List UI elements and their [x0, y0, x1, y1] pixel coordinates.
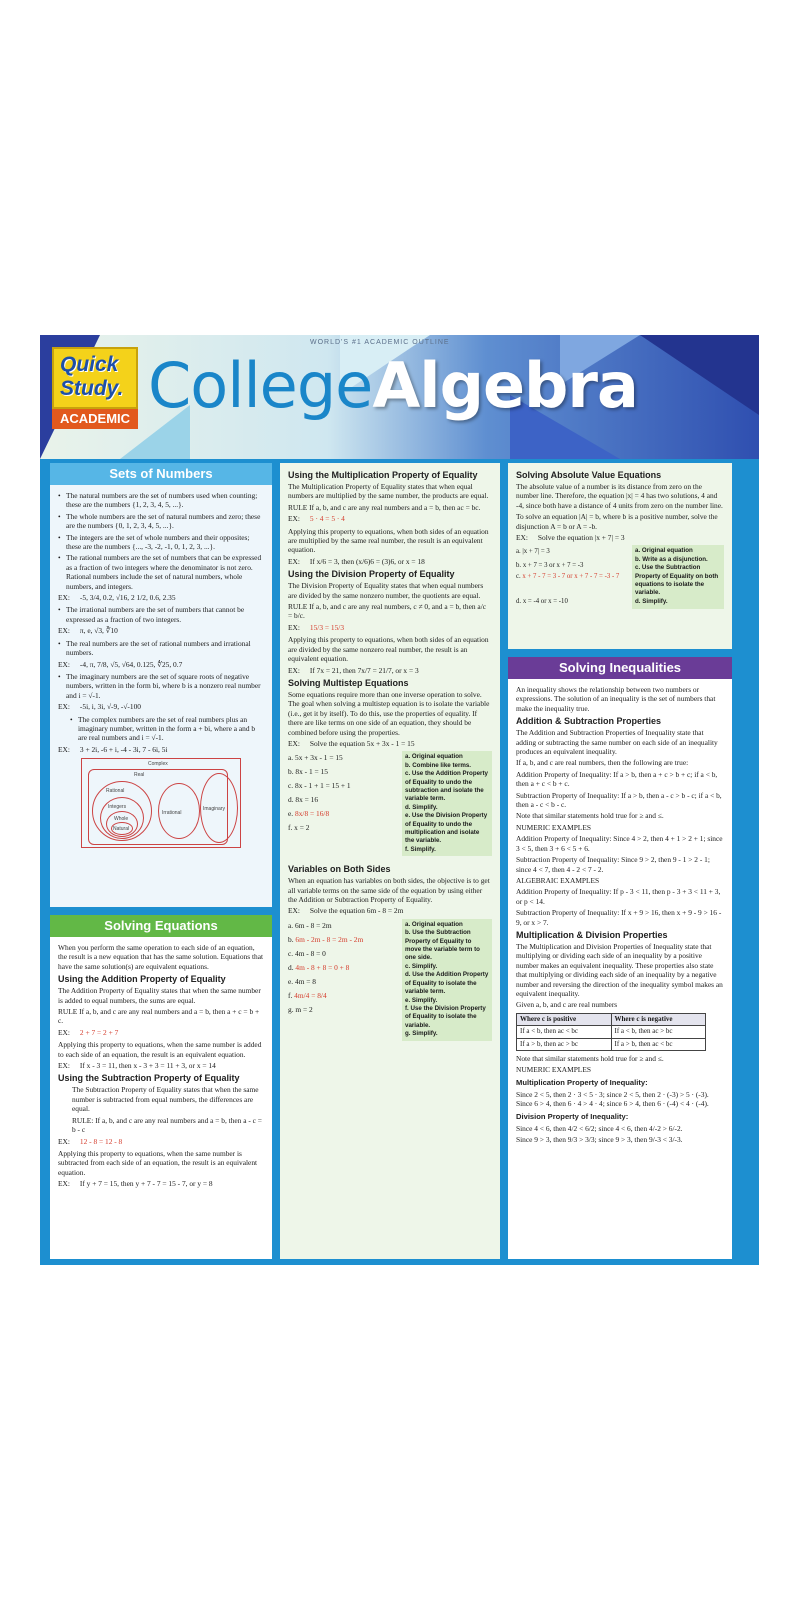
multiplication-examples: Since 2 < 5, then 2 · 3 < 5 · 3; since 2 < 5, then 2 · (-3) > 5 · (-3). Since 6 > 4, then 6 · 4 > 4 · 4; since 6 > 4, then 6 · (-4) < 4 · (-4).	[516, 1089, 709, 1109]
step-row: g. m = 2	[288, 1004, 313, 1014]
algebraic-examples-label: ALGEBRAIC EXAMPLES	[516, 875, 600, 885]
sets-of-numbers-panel	[50, 463, 272, 907]
number-sets-venn-diagram	[81, 758, 241, 848]
step-row: e. 4m = 8	[288, 976, 317, 986]
step-row: d. 8x = 16	[288, 795, 319, 805]
both-sides-text: When an equation has variables on both sides, the objective is to get all variable terms on the same side of the equation by using either the Addition or Subtraction Property of Equality.	[288, 876, 490, 905]
step-row: a. |x + 7| = 3	[516, 548, 550, 556]
division-rule: RULE If a, b, and c are any real numbers, c ≠ 0, and a = b, then a/c = b/c.	[288, 602, 487, 621]
absolute-value-steps	[516, 545, 724, 609]
given-statement: If a, b, and c are real numbers, then the following are true:	[516, 758, 689, 768]
imaginary-def: • The imaginary numbers are the set of square roots of negative numbers, written in the form bi, where b is a nonzero real number and i = √-1.	[58, 672, 264, 700]
multiplication-apply: Applying this property to equations, when both sides of an equation are multiplied by the same real number, the result is an equivalent equation.	[288, 526, 489, 555]
numeric-subtraction-example: Subtraction Property of Inequality: Since 9 > 2, then 9 - 1 > 2 - 1; since 4 < 7, then 4 - 2 < 7 - 2.	[516, 855, 710, 874]
multistep-notes: a. Original equation b. Combine like terms. c. Use the Addition Property of Equality to undo the subtraction and isolate the variable term. d. Simplify. e. Use the Division Property of Equality to undo the multiplication and isolate the variable. f. Simplify.	[402, 751, 492, 856]
venn-whole-label: Whole	[114, 816, 129, 823]
subtraction-apply: Applying this property to equations, when the same number is subtracted from each side of an equation, the result is an equivalent equation.	[58, 1148, 258, 1177]
both-sides-steps	[288, 919, 492, 1041]
logo-line2: Study.	[60, 377, 124, 400]
integers-def: • The integers are the set of whole numbers and their opposites; these are the numbers {..., -3, -2, -1, 0, 1, 2, 3, ...}.	[58, 533, 264, 552]
step-row: a. 5x + 3x - 1 = 15	[288, 753, 343, 763]
logo-line1: Quick	[60, 353, 119, 376]
step-row: f. 4m/4 = 8/4	[288, 990, 327, 1000]
complex-def: • The complex numbers are the set of real numbers plus an imaginary number, written in the form a + bi, where a and b are real numbers and i = √-1.	[70, 715, 264, 743]
quick-study-logo	[52, 347, 138, 433]
step-row: c. 8x - 1 + 1 = 15 + 1	[288, 781, 351, 791]
step-row: b. x + 7 = 3 or x + 7 = -3	[516, 562, 584, 570]
subtraction-property-title: Using the Subtraction Property of Equality	[58, 1073, 240, 1084]
multiplication-property-title: Using the Multiplication Property of Equality	[288, 470, 478, 480]
natural-def: • The natural numbers are the set of numbers used when counting; these are the numbers {1, 2, 3, 4, 5, ...}.	[58, 491, 264, 510]
division-example-2: Since 9 > 3, then 9/3 > 3/3; since 9 > 3, then 9/-3 < 3/-3.	[516, 1135, 683, 1145]
absolute-value-text-2: To solve an equation |A| = b, where b is a positive number, solve the disjunction A = b or A = -b.	[516, 512, 718, 531]
inequality-note: Note that similar statements hold true for ≥ and ≤.	[516, 811, 664, 821]
irrational-example: EX: π, e, √3, ∛10	[58, 626, 118, 636]
step-row: e. 8x/8 = 16/8	[288, 809, 330, 819]
algebraic-addition-example: Addition Property of Inequality: If p - 3 < 11, then p - 3 + 3 < 11 + 3, or p < 14.	[516, 887, 721, 906]
venn-natural-label: Natural	[113, 826, 130, 833]
step-row: d. 4m - 8 + 8 = 0 + 8	[288, 962, 350, 972]
addition-apply: Applying this property to equations, when the same number is added to each side of an equation, the result is an equivalent equation.	[58, 1040, 262, 1059]
inequalities-heading: Solving Inequalities	[508, 657, 732, 679]
step-row: c. 4m - 8 = 0	[288, 948, 326, 958]
venn-imaginary-label: Imaginary	[203, 806, 225, 813]
both-sides-title: Variables on Both Sides	[288, 864, 391, 875]
multiplication-rule: RULE If a, b, and c are any real numbers and a = b, then ac = bc.	[288, 502, 481, 512]
division-example: EX: 15/3 = 15/3	[288, 622, 345, 632]
multistep-example: EX: Solve the equation 5x + 3x - 1 = 15	[288, 738, 415, 748]
inequality-table	[516, 1013, 706, 1051]
solving-inequalities-panel	[508, 657, 732, 1259]
mult-div-properties-text: The Multiplication and Division Properties of Inequality state that multiplying or dividing each side of an inequality by a positive number makes an equivalent inequality. These properties also state that multiplying or dividing each side of an inequality by a negative number and reversing the direction of the inequality symbol makes an equivalent inequality.	[516, 941, 723, 998]
table-cell: If a < b, then ac < bc	[517, 1026, 612, 1038]
real-def: • The real numbers are the set of rational numbers and irrational numbers.	[58, 639, 264, 658]
venn-irrational-label: Irrational	[162, 810, 182, 817]
rational-example: EX: -5, 3/4, 0.2, √16, 2 1/2, 0.6, 2.35	[58, 593, 176, 603]
equality-properties-panel	[280, 463, 500, 1259]
table-cell: If a < b, then ac > bc	[611, 1026, 706, 1038]
whole-def: • The whole numbers are the set of natural numbers and zero; these are the numbers {0, 1, 2, 3, 4, 5, ...}.	[58, 512, 264, 531]
division-property-title: Using the Division Property of Equality	[288, 569, 455, 580]
multiplication-example: EX: 5 · 4 = 5 · 4	[288, 514, 345, 524]
multiplication-property-text: The Multiplication Property of Equality states that when equal numbers are multiplied by the same number, the products are equal.	[288, 482, 489, 501]
numeric-addition-example: Addition Property of Inequality: Since 4 > 2, then 4 + 1 > 2 + 1; since 3 < 5, then 3 + 6 < 5 + 6.	[516, 834, 723, 853]
venn-integers-label: Integers	[108, 804, 127, 811]
absolute-value-text: The absolute value of a number is its distance from zero on the number line. Therefore, the equation |x| = 4 has two solutions, 4 and -4, since both have a distance of 4 units from zero on the number line.	[516, 482, 723, 510]
subtraction-property-text: The Subtraction Property of Equality states that when the same number is subtracted from equal numbers, the differences are equal.	[72, 1085, 259, 1114]
addition-example-2: EX: If x - 3 = 11, then x - 3 + 3 = 11 + 3, or x = 14	[58, 1061, 216, 1071]
step-row: a. 6m - 8 = 2m	[288, 920, 332, 930]
division-property-inequality: Division Property of Inequality:	[516, 1111, 629, 1121]
banner-subtitle: WORLD'S #1 ACADEMIC OUTLINE	[310, 339, 450, 346]
addition-rule: RULE If a, b, and c are any real numbers and a = b, then a + c = b + c.	[58, 1007, 260, 1026]
addition-example: EX: 2 + 7 = 2 + 7	[58, 1027, 119, 1037]
step-row: f. x = 2	[288, 823, 310, 833]
addition-property-title: Using the Addition Property of Equality	[58, 974, 226, 985]
absolute-value-notes: a. Original equation b. Write as a disjunction. c. Use the Subtraction Property of Equality on both equations to isolate the variable. d. Simplify.	[632, 545, 724, 609]
step-row: c. x + 7 - 7 = 3 - 7 or x + 7 - 7 = -3 - 7	[516, 573, 620, 581]
step-row: b. 6m - 2m - 8 = 2m - 2m	[288, 934, 364, 944]
rational-def: • The rational numbers are the set of numbers that can be expressed as a fraction of two integers where the denominator is not zero. Rational numbers include the set of natural numbers, whole numbers, and integers.	[58, 553, 264, 591]
quick-study-sheet	[40, 335, 759, 1265]
addition-property-inequality: Addition Property of Inequality: If a > b, then a + c > b + c; if a < b, then a + c < b + c.	[516, 769, 718, 789]
absolute-value-example: EX: Solve the equation |x + 7| = 3	[516, 533, 625, 543]
imaginary-example: EX: -5i, i, 3i, √-9, -√-100	[58, 702, 141, 712]
both-sides-notes: a. Original equation b. Use the Subtraction Property of Equality to move the variable term to one side. c. Simplify. d. Use the Addition Property of Equality to isolate the variable term. e. Simplify. f. Use the Division Property of Equality to isolate the variable. g. Simplify.	[402, 919, 492, 1041]
add-sub-properties-text: The Addition and Subtraction Properties of Inequality state that adding or subtracting the same number on each side of an inequality produces an equivalent inequality.	[516, 728, 718, 757]
real-example: EX: -4, π, 7/8, √5, √64, 0.125, ∜25, 0.7	[58, 659, 183, 669]
subtraction-rule: RULE: If a, b, and c are any real numbers and a = b, then a - c = b - c	[72, 1115, 262, 1135]
page-title	[148, 349, 638, 422]
subtraction-example-2: EX: If y + 7 = 15, then y + 7 - 7 = 15 - 7, or y = 8	[58, 1179, 213, 1189]
title-college: College	[148, 349, 373, 422]
venn-real-label: Real	[134, 772, 145, 779]
table-cell: If a > b, then ac < bc	[611, 1038, 706, 1050]
multiplication-property-inequality: Multiplication Property of Inequality:	[516, 1077, 648, 1087]
absolute-value-panel	[508, 463, 732, 649]
division-example-2: EX: If 7x = 21, then 7x/7 = 21/7, or x = 3	[288, 665, 419, 675]
addition-property-text: The Addition Property of Equality states that when the same number is added to equal numbers, the sums are equal.	[58, 986, 261, 1005]
step-row: d. x = -4 or x = -10	[516, 598, 568, 606]
division-property-text: The Division Property of Equality states that when equal numbers are divided by the same nonzero number, the quotients are equal.	[288, 581, 484, 600]
solving-intro: When you perform the same operation to each side of an equation, the result is a new equation that has the same solution. Equations that have the same solution(s) are equivalent equations.	[58, 943, 264, 971]
algebraic-subtraction-example: Subtraction Property of Inequality: If x + 9 > 16, then x + 9 - 9 > 16 - 9, or x > 7.	[516, 908, 722, 927]
absolute-value-title: Solving Absolute Value Equations	[516, 470, 662, 480]
solving-equations-panel	[50, 915, 272, 1259]
table-header: Where c is negative	[611, 1013, 706, 1025]
logo-academic: ACADEMIC	[52, 409, 138, 429]
banner	[40, 335, 759, 459]
mult-div-properties-title: Multiplication & Division Properties	[516, 929, 668, 940]
numeric-examples-label: NUMERIC EXAMPLES	[516, 822, 591, 832]
inequalities-intro: An inequality shows the relationship between two numbers or expressions. The solution of an inequality is the set of numbers that make the inequality true.	[516, 685, 716, 713]
table-cell: If a > b, then ac > bc	[517, 1038, 612, 1050]
title-algebra: Algebra	[372, 349, 638, 422]
numeric-examples-label-2: NUMERIC EXAMPLES	[516, 1065, 591, 1075]
irrational-def: • The irrational numbers are the set of numbers that cannot be expressed as a fraction of two integers.	[58, 605, 264, 624]
division-example-1: Since 4 < 6, then 4/2 < 6/2; since 4 < 6, then 4/-2 > 6/-2.	[516, 1123, 683, 1133]
logo-box	[52, 347, 138, 409]
both-sides-example: EX: Solve the equation 6m - 8 = 2m	[288, 906, 404, 916]
add-sub-properties-title: Addition & Subtraction Properties	[516, 716, 662, 727]
complex-example: EX: 3 + 2i, -6 + i, -4 - 3i, 7 - 6i, 5i	[58, 744, 168, 754]
given-statement-2: Given a, b, and c are real numbers	[516, 1000, 618, 1010]
solving-equations-heading: Solving Equations	[50, 915, 272, 937]
multiplication-example-2: EX: If x/6 = 3, then (x/6)6 = (3)6, or x = 18	[288, 556, 425, 566]
multistep-text: Some equations require more than one inverse operation to solve. The goal when solving a multistep equation is to isolate the variable (i.e., get it by itself). To do this, use the properties of equality. If there are like terms on one side of an equation, they should be combined before using the properties.	[288, 689, 490, 737]
multistep-steps	[288, 751, 492, 856]
table-header: Where c is positive	[517, 1013, 612, 1025]
inequality-note-2: Note that similar statements hold true for ≥ and ≤.	[516, 1054, 664, 1063]
division-apply: Applying this property to equations, when both sides of an equation are divided by the same nonzero real number, the result is an equivalent equation.	[288, 635, 489, 664]
subtraction-example: EX: 12 - 8 = 12 - 8	[58, 1136, 123, 1146]
sets-heading: Sets of Numbers	[50, 463, 272, 485]
venn-rational-label: Rational	[106, 788, 125, 795]
step-row: b. 8x - 1 = 15	[288, 767, 328, 777]
subtraction-property-inequality: Subtraction Property of Inequality: If a > b, then a - c > b - c; if a < b, then a - c < b - c.	[516, 790, 722, 810]
multistep-title: Solving Multistep Equations	[288, 677, 409, 688]
venn-complex-label: Complex	[148, 761, 168, 768]
